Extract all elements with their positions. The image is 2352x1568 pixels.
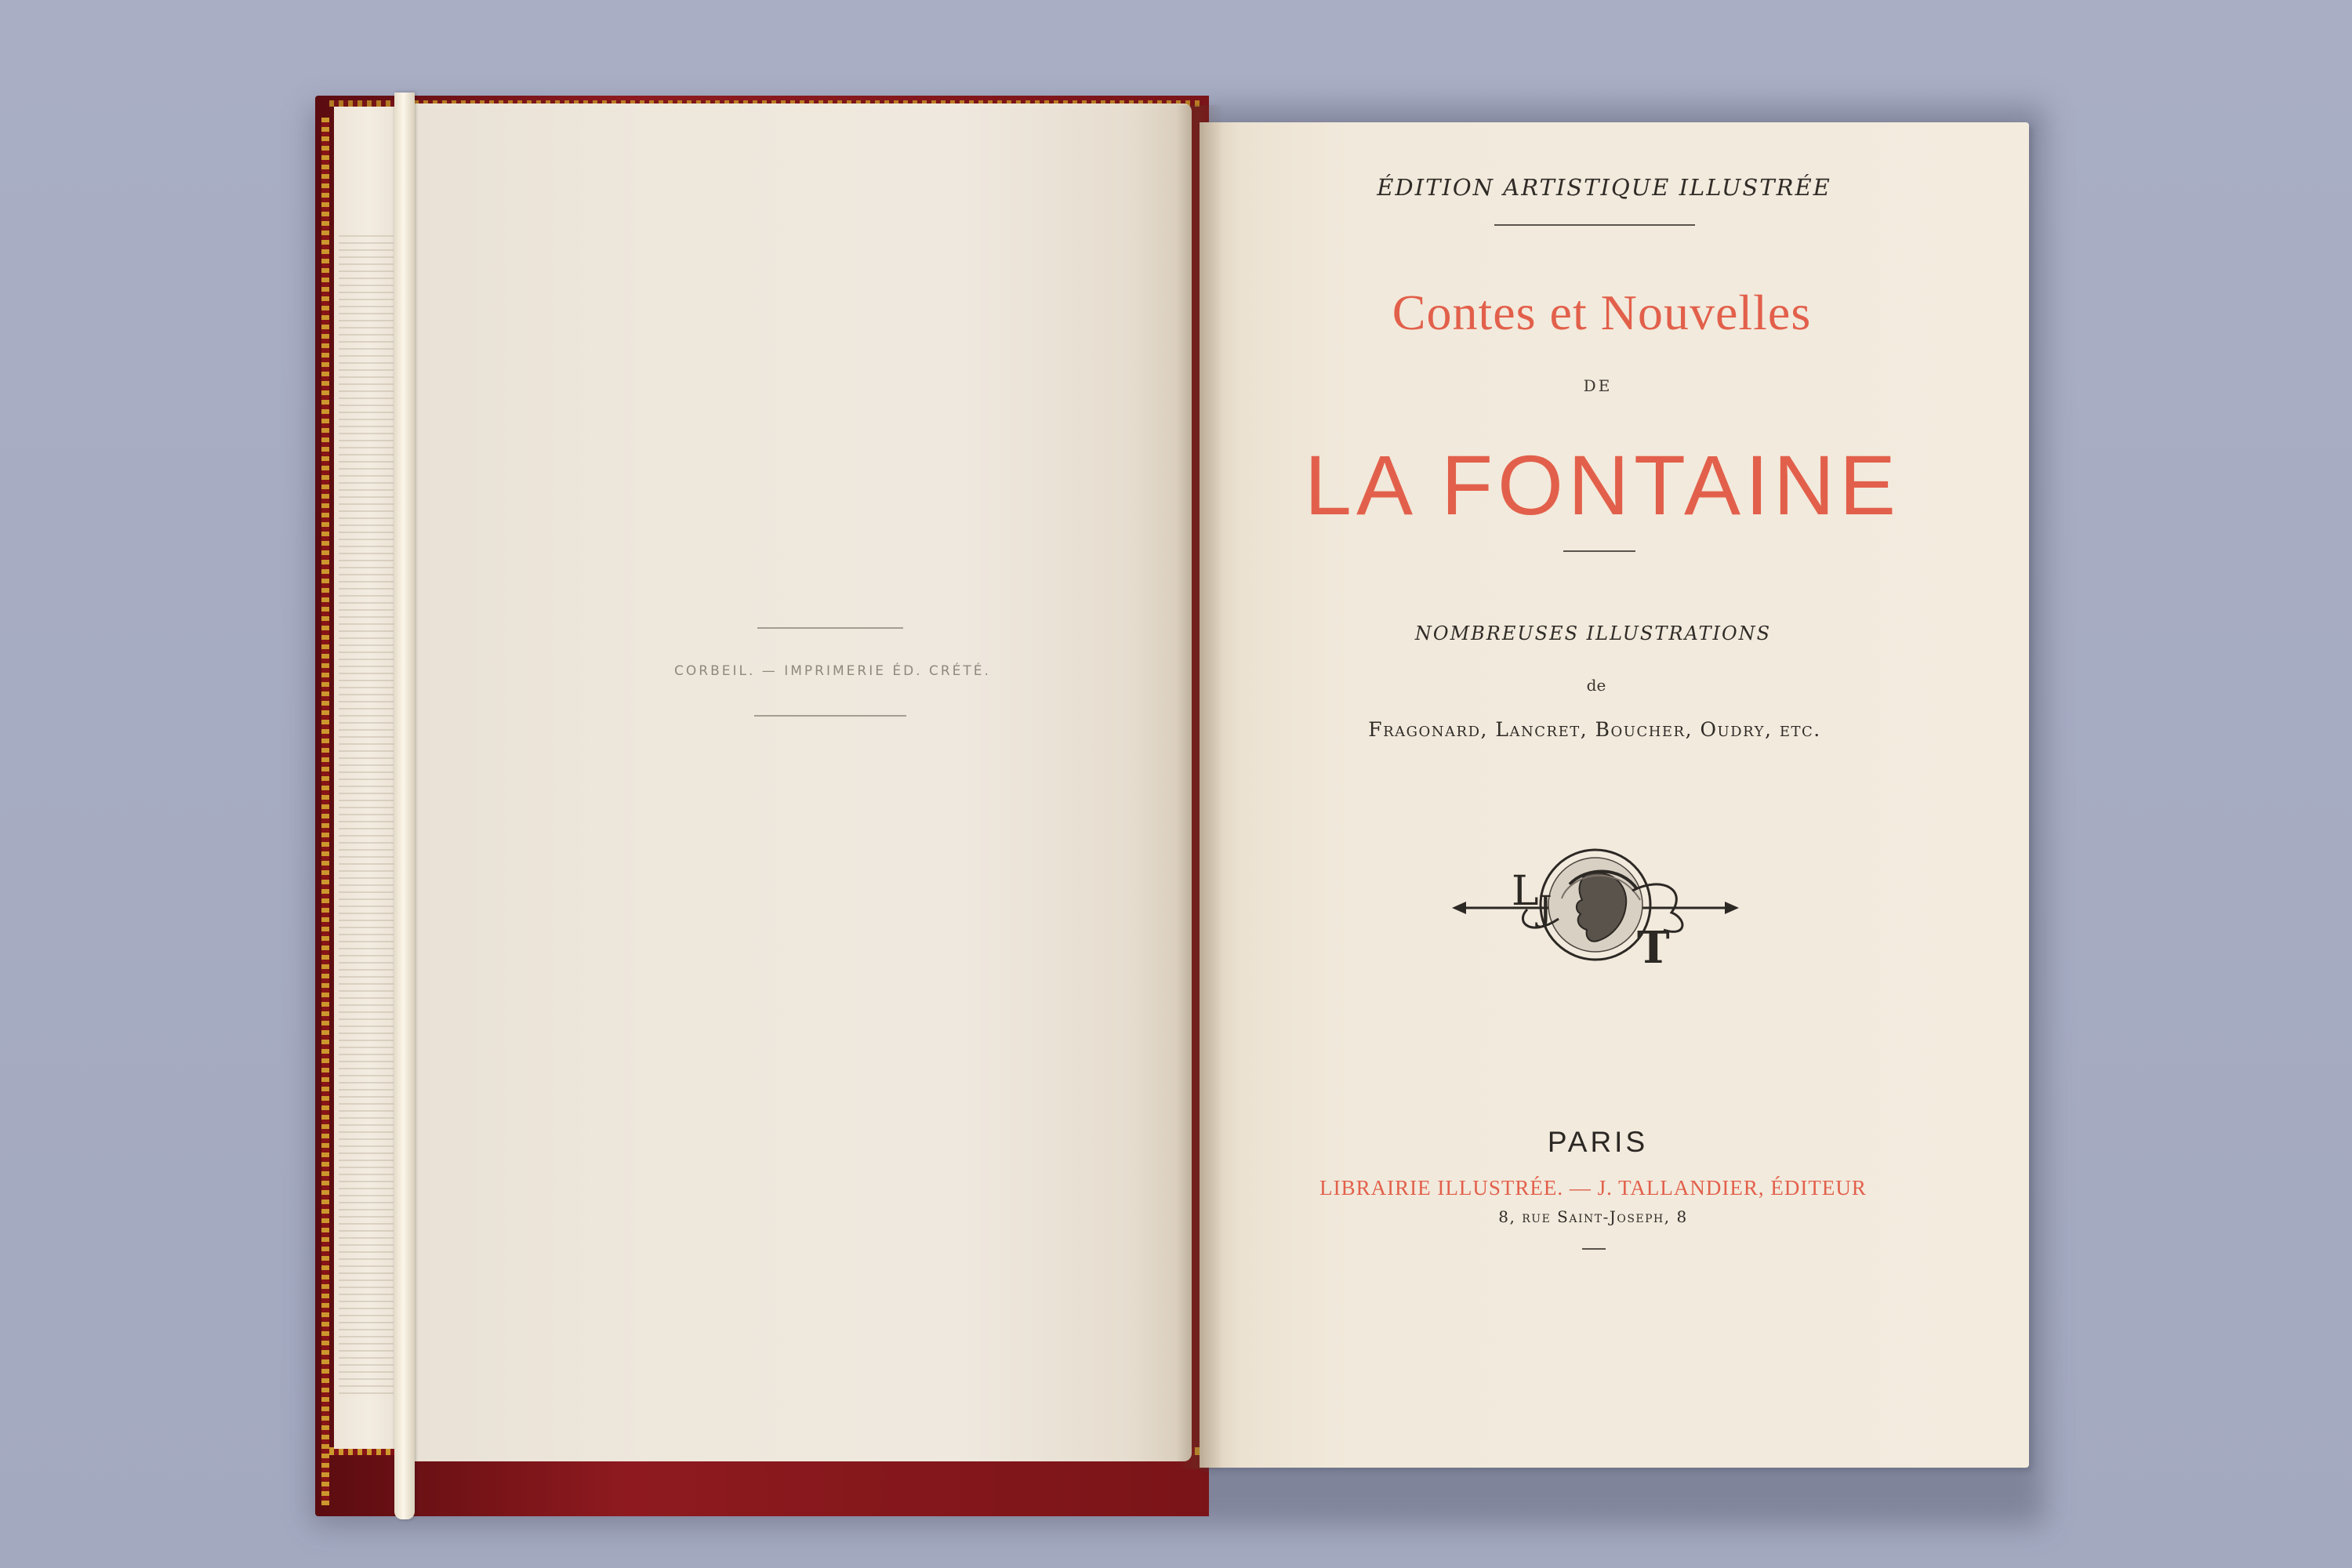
book-title: Contes et Nouvelles bbox=[1392, 285, 1812, 340]
title-connector-de: DE bbox=[1583, 376, 1613, 395]
illustrator-names: Fragonard, Lancret, Boucher, Oudry, etc. bbox=[1368, 718, 1821, 741]
publisher-address: 8, rue Saint-Joseph, 8 bbox=[1498, 1207, 1688, 1226]
edition-line: ÉDITION ARTISTIQUE ILLUSTRÉE bbox=[1377, 174, 1831, 201]
rule-under-edition bbox=[1494, 224, 1695, 226]
artists-connector-de: de bbox=[1586, 676, 1606, 695]
rule-under-author bbox=[1563, 550, 1635, 552]
ribbon-bookmark bbox=[394, 93, 415, 1519]
monogram-letter-l: L bbox=[1512, 868, 1539, 915]
verso-page bbox=[414, 103, 1192, 1461]
monogram-letter-j: J bbox=[1538, 889, 1552, 929]
imprint-rule-top bbox=[757, 627, 903, 629]
book-gutter bbox=[1176, 105, 1223, 1469]
imprint-city: PARIS bbox=[1547, 1126, 1649, 1158]
printer-imprint: CORBEIL. — IMPRIMERIE ÉD. CRÉTÉ. bbox=[674, 663, 991, 679]
author-name: LA FONTAINE bbox=[1304, 437, 1901, 532]
illustrations-line: NOMBREUSES ILLUSTRATIONS bbox=[1414, 622, 1772, 644]
gilt-border-left bbox=[321, 118, 329, 1505]
publisher-name: LIBRAIRIE ILLUSTRÉE. — J. TALLANDIER, ÉDITEUR bbox=[1319, 1176, 1867, 1200]
page-edge-lines bbox=[339, 235, 394, 1396]
publisher-emblem bbox=[1452, 844, 1739, 977]
monogram-letter-t: T bbox=[1637, 922, 1670, 974]
imprint-rule-bottom bbox=[754, 715, 906, 717]
closing-rule bbox=[1582, 1248, 1606, 1250]
